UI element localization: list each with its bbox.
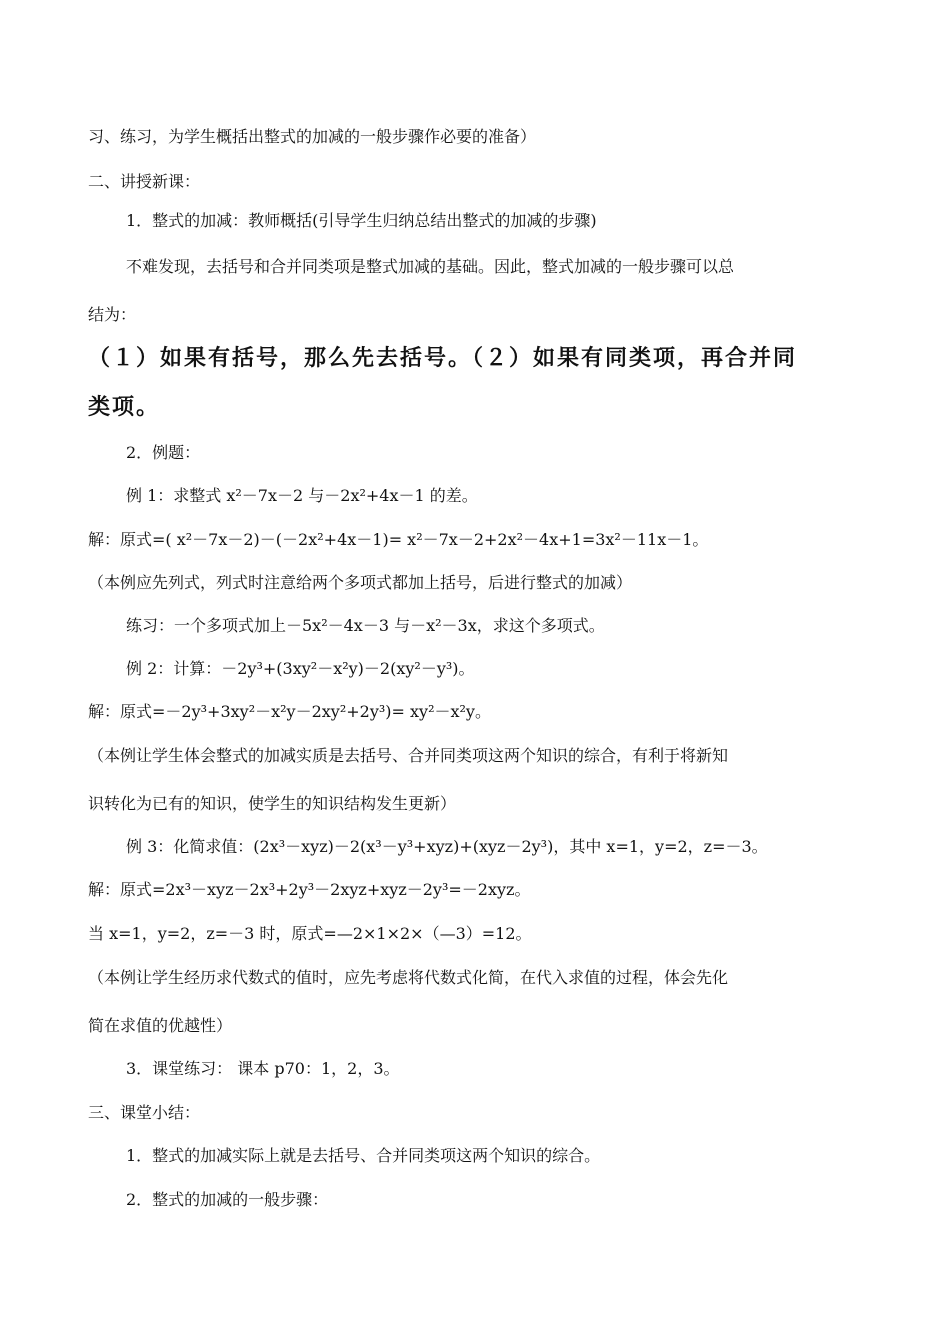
- solution-line: 解：原式=( x²－7x－2)－(－2x²+4x－1)= x²－7x－2+2x²－4x+1=3x²－11x－1。: [88, 530, 709, 549]
- solution-line: 当 x=1，y=2，z=－3 时，原式=—2×1×2×（—3）=12。: [88, 924, 532, 943]
- text-line: 1．整式的加减实际上就是去括号、合并同类项这两个知识的综合。: [126, 1146, 601, 1165]
- solution-line: 解：原式=2x³－xyz－2x³+2y³－2xyz+xyz－2y³=－2xyz。: [88, 880, 531, 899]
- note-line: （本例应先列式，列式时注意给两个多项式都加上括号，后进行整式的加减）: [88, 573, 633, 592]
- note-line: 识转化为已有的知识，使学生的知识结构发生更新）: [88, 794, 457, 813]
- text-line: 3．课堂练习： 课本 p70：1，2，3。: [126, 1059, 400, 1078]
- solution-line: 解：原式=－2y³+3xy²－x²y－2xy²+2y³)= xy²－x²y。: [88, 702, 491, 721]
- bold-rule-line: （１）如果有括号，那么先去括号。（２）如果有同类项，再合并同: [88, 346, 798, 371]
- text-line: 习、练习，为学生概括出整式的加减的一般步骤作必要的准备）: [88, 127, 537, 146]
- text-line: 不难发现，去括号和合并同类项是整式加减的基础。因此，整式加减的一般步骤可以总: [126, 257, 735, 276]
- example-line: 例 3：化简求值：(2x³－xyz)－2(x³－y³+xyz)+(xyz－2y³)，其中 x=1，y=2，z=－3。: [126, 837, 768, 856]
- example-line: 例 2：计算：－2y³+(3xy²－x²y)－2(xy²－y³)。: [126, 659, 475, 678]
- exercise-line: 练习：一个多项式加上－5x²－4x－3 与－x²－3x，求这个多项式。: [126, 616, 605, 635]
- bold-rule-line: 类项。: [88, 395, 161, 420]
- example-line: 例 1：求整式 x²－7x－2 与－2x²+4x－1 的差。: [126, 486, 478, 505]
- text-line: 结为：: [88, 305, 137, 324]
- section-heading: 二、讲授新课：: [88, 172, 201, 191]
- text-line: 1．整式的加减：教师概括(引导学生归纳总结出整式的加减的步骤): [126, 211, 597, 230]
- text-line: 2．整式的加减的一般步骤：: [126, 1190, 329, 1209]
- section-heading: 三、课堂小结：: [88, 1103, 201, 1122]
- note-line: 简在求值的优越性）: [88, 1016, 233, 1035]
- text-line: 2．例题：: [126, 443, 201, 462]
- note-line: （本例让学生体会整式的加减实质是去括号、合并同类项这两个知识的综合，有利于将新知: [88, 746, 729, 765]
- note-line: （本例让学生经历求代数式的值时，应先考虑将代数式化简，在代入求值的过程，体会先化: [88, 968, 729, 987]
